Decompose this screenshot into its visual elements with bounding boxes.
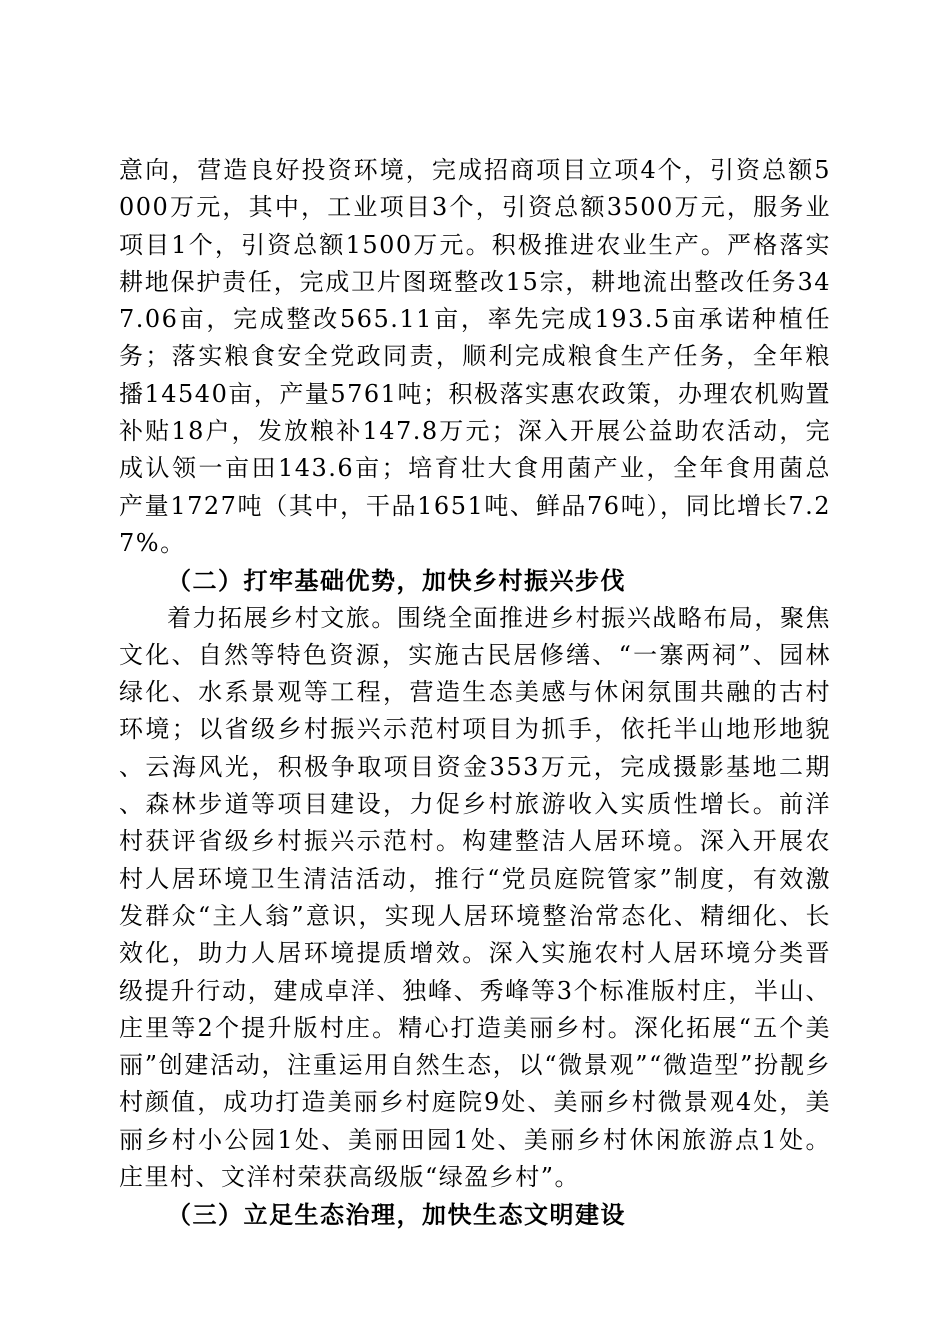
section-heading-2: （二）打牢基础优势，加快乡村振兴步伐 <box>167 566 626 596</box>
paragraph-continued: 意向，营造良好投资环境，完成招商项目立项4个，引资总额5000万元，其中，工业项目3个，引资总额3500万元，服务业项目1个，引资总额1500万元。积极推进农业生产。严格落实耕地保护责任，完成卫片图斑整改15宗，耕地流出整改任务347.06亩，完成整改565.11亩，率先完成193.5亩承诺种植任务；落实粮食安全党政同责，顺利完成粮食生产任务，全年粮播14540亩，产量5761吨；积极落实惠农政策，办理农机购置补贴18户，发放粮补147.8万元；深入开展公益助农活动，完成认领一亩田143.6亩；培育壮大食用菌产业，全年食用菌总产量1727吨（其中，干品1651吨、鲜品76吨），同比增长7.27%。 <box>119 156 831 557</box>
section-heading-3: （三）立足生态治理，加快生态文明建设 <box>167 1200 626 1230</box>
document-body <box>119 152 831 1234</box>
paragraph-rural-revitalization: 着力拓展乡村文旅。围绕全面推进乡村振兴战略布局，聚焦文化、自然等特色资源，实施古民居修缮、“一寨两祠”、园林绿化、水系景观等工程，营造生态美感与休闲氛围共融的古村环境；以省级乡村振兴示范村项目为抓手，依托半山地形地貌、云海风光，积极争取项目资金353万元，完成摄影基地二期、森林步道等项目建设，力促乡村旅游收入实质性增长。前洋村获评省级乡村振兴示范村。构建整洁人居环境。深入开展农村人居环境卫生清洁活动，推行“党员庭院管家”制度，有效激发群众“主人翁”意识，实现人居环境整治常态化、精细化、长效化，助力人居环境提质增效。深入实施农村人居环境分类晋级提升行动，建成卓洋、独峰、秀峰等3个标准版村庄，半山、庄里等2个提升版村庄。精心打造美丽乡村。深化拓展“五个美丽”创建活动，注重运用自然生态，以“微景观”“微造型”扮靓乡村颜值，成功打造美丽乡村庭院9处、美丽乡村微景观4处，美丽乡村小公园1处、美丽田园1处、美丽乡村休闲旅游点1处。庄里村、文洋村荣获高级版“绿盈乡村”。 <box>119 603 831 1192</box>
